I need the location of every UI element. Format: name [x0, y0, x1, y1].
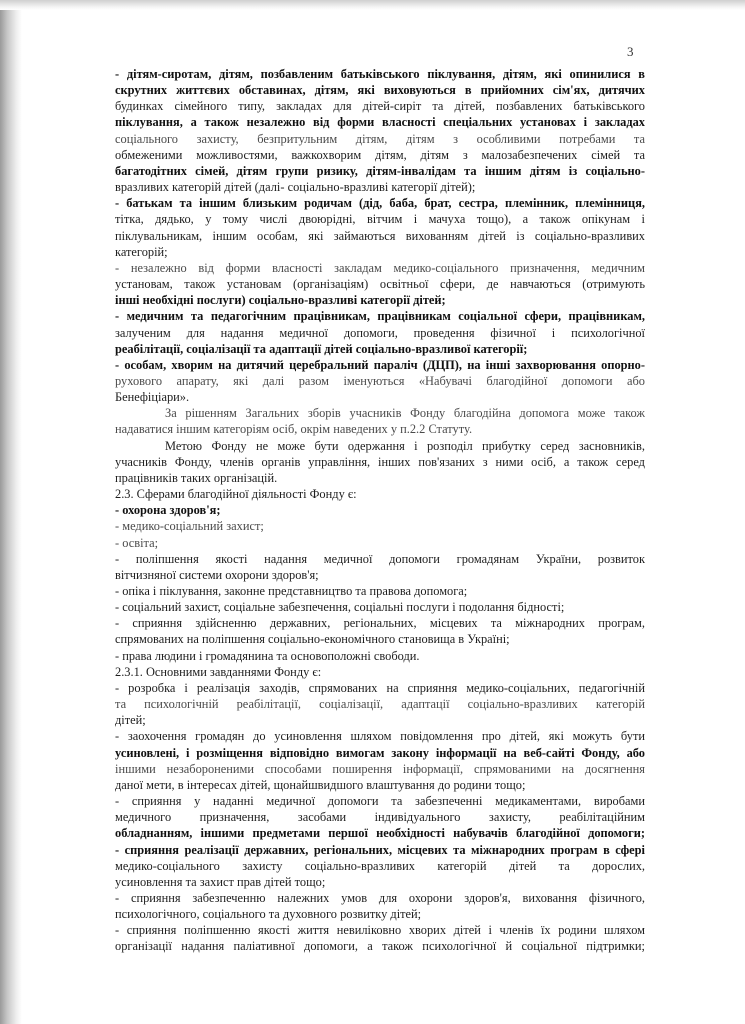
paragraph-line: організації надання паліативної допомоги, а також психологічної й соціальної підтримки; — [115, 939, 645, 954]
list-item: - сприяння у наданні медичної допомоги та забезпеченні медикаментами, виробами — [115, 794, 645, 809]
paragraph-line: Метою Фонду не може бути одержання і розподіл прибутку серед засновників, — [165, 438, 645, 453]
paragraph-line: - особам, хворим на дитячий церебральний параліч (ДЦП), на інші захворювання опорно- — [115, 357, 645, 372]
list-item: - розробка і реалізація заходів, спрямованих на сприяння медико-соціальних, педагогічній — [115, 680, 645, 695]
paragraph-line: піклувальникам, іншим особам, які займаються вихованням дітей із соціально-вразливих — [115, 228, 645, 243]
paragraph-line: залученим для надання медичної допомоги, проведення фізичної і психологічної — [115, 325, 645, 340]
list-item: - сприяння забезпеченню належних умов для охорони здоров'я, виховання фізичного, — [115, 890, 645, 905]
paragraph-line: іншими незабороненими способами поширення інформації, спрямованими на досягнення — [115, 761, 645, 776]
paragraph-line: працівників таких організацій. — [115, 470, 278, 485]
paragraph-line: тітка, дядько, у тому числі двоюрідні, вітчим і мачуха тощо), а також опікунам і — [115, 212, 645, 227]
paragraph-line: категорій; — [115, 244, 168, 259]
list-item: - поліпшення якості надання медичної допомоги громадянам України, розвиток — [115, 551, 645, 566]
paragraph-line: вразливих категорій дітей (далі- соціально-вразливі категорії дітей); — [115, 180, 476, 195]
paragraph-line: медичного призначення, засобами індивідуального захисту, реабілітаційним — [115, 810, 645, 825]
paragraph-line: будинках сімейного типу, закладах для дітей-сиріт та дітей, позбавлених батьківського — [115, 99, 645, 114]
list-item: - заохочення громадян до усиновлення шляхом повідомлення про дітей, які можуть бути — [115, 729, 645, 744]
paragraph-line: - батькам та іншим близьким родичам (дід, баба, брат, сестра, племінник, племінниця, — [115, 196, 645, 211]
paragraph-line: та психологічній реабілітації, соціалізації, адаптації соціально-вразливих категорій — [115, 697, 645, 712]
paragraph-line: установам, також установам (організаціям) освітньої сфери, де навчаються (отримують — [115, 277, 645, 292]
list-item: - медико-соціальний захист; — [115, 519, 264, 534]
paragraph-line: - дітям-сиротам, дітям, позбавленим батьківського піклування, дітям, які опинилися в — [115, 67, 645, 81]
paragraph-line: обладнанням, іншими предметами першої необхідності набувачів благодійної допомоги; — [115, 826, 645, 841]
list-item: - права людини і громадянина та основоположні свободи. — [115, 648, 420, 663]
list-item: - соціальний захист, соціальне забезпечення, соціальні послуги і подолання бідності; — [115, 600, 565, 615]
paragraph-line: вітчизняної системи охорони здоров'я; — [115, 567, 319, 582]
document-body — [115, 66, 645, 955]
scan-shadow-top — [0, 0, 745, 10]
list-item: - опіка і піклування, законне представництво та правова допомога; — [115, 584, 468, 598]
paragraph-line: обмеженими можливостями, важкохворим дітям, дітям з малозабезпечених сімей та — [115, 147, 645, 162]
paragraph-line: учасників Фонду, членів органів управління, інших пов'язаних з ними осіб, а також серед — [115, 454, 645, 469]
paragraph-line: усиновлені, і розміщення відповідно вимогам закону інформації на веб-сайті Фонду, або — [115, 745, 645, 760]
paragraph-line: усиновлення та захист прав дітей тощо; — [115, 874, 326, 889]
paragraph-line: спрямованих на поліпшення соціально-економічного становища в Україні; — [115, 632, 510, 647]
paragraph-line: інші необхідні послуги) соціально-вразливі категорії дітей; — [115, 293, 446, 308]
paragraph-line: психологічного, соціального та духовного розвитку дітей; — [115, 907, 422, 922]
paragraph-line: піклування, а також незалежно від форми власності спеціальних установах і закладах — [115, 115, 645, 130]
page-number: 3 — [627, 44, 634, 59]
paragraph-line: - медичним та педагогічним працівникам, працівникам соціальної сфери, працівникам, — [115, 309, 645, 324]
list-item: - сприяння поліпшенню якості життя невиліковно хворих дітей і членів їх родини шляхом — [115, 923, 645, 938]
paragraph-line: реабілітації, соціалізації та адаптації дітей соціально-вразливої категорії; — [115, 341, 528, 356]
paragraph-line: багатодітних сімей, дітям групи ризику, дітям-інвалідам та іншим дітям із соціально- — [115, 163, 645, 178]
paragraph-line: дітей; — [115, 713, 146, 728]
paragraph-line: надаватися іншим категоріям осіб, окрім наведених у п.2.2 Статуту. — [115, 422, 473, 437]
list-item: - освіта; — [115, 535, 159, 550]
paragraph-line: За рішенням Загальних зборів учасників Фонду благодійна допомога може також — [165, 406, 645, 421]
list-item: - охорона здоров'я; — [115, 503, 221, 518]
paragraph-line: рухового апарату, які далі разом іменуються «Набувачі благодійної допомоги або — [115, 373, 645, 388]
scan-shadow-left — [0, 0, 22, 1024]
paragraph-line: соціального захисту, безпритульним дітям, дітям з особливими потребами та — [115, 131, 645, 146]
paragraph-line: медико-соціального захисту соціально-вразливих категорій дітей та дорослих, — [115, 858, 645, 873]
paragraph-line: - незалежно від форми власності закладам медико-соціального призначення, медичним — [115, 260, 645, 275]
section-heading: 2.3.1. Основними завданнями Фонду є: — [115, 664, 322, 679]
paragraph-line: даної мети, в інтересах дітей, щонайшвидшого влаштування до родини тощо; — [115, 777, 526, 792]
list-item: - сприяння здійсненню державних, регіональних, місцевих та міжнародних програм, — [115, 616, 645, 631]
list-item: - сприяння реалізації державних, регіональних, місцевих та міжнародних програм в сфері — [115, 842, 645, 857]
paragraph-line: Бенефіціари». — [115, 390, 190, 405]
section-heading: 2.3. Сферами благодійної діяльності Фонду є: — [115, 487, 357, 502]
paragraph-line: скрутних життєвих обставинах, дітям, які виховуються в прийомних сім'ях, дитячих — [115, 83, 645, 98]
